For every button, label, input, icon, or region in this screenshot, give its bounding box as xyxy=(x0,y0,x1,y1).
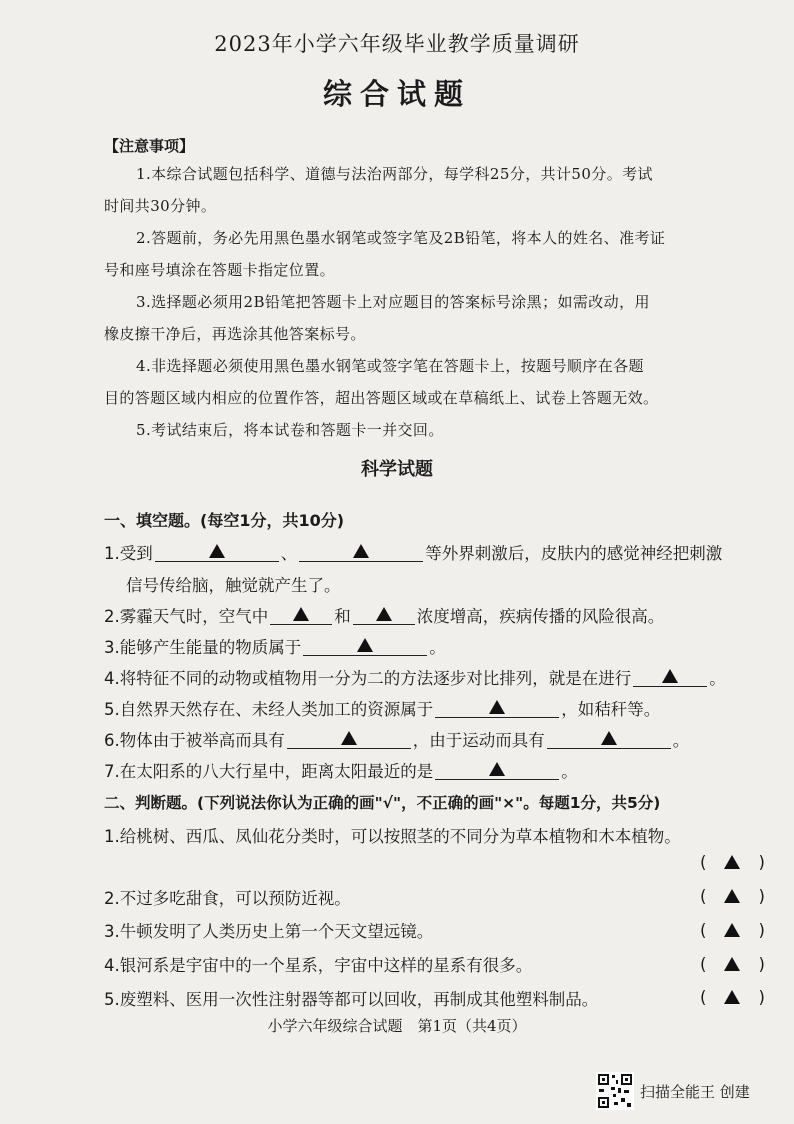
answer-paren[interactable]: ( ) xyxy=(700,853,765,872)
notice-line: 5.考试结束后，将本试卷和答题卡一并交回。 xyxy=(136,421,444,439)
answer-paren[interactable]: ( ) xyxy=(700,955,765,974)
answer-blank[interactable] xyxy=(155,543,279,562)
answer-blank[interactable] xyxy=(435,761,559,780)
triangle-mark-icon xyxy=(489,762,505,776)
notice-line: 橡皮擦干净后，再选涂其他答案标号。 xyxy=(104,325,366,343)
answer-blank[interactable] xyxy=(299,543,423,562)
triangle-mark-icon xyxy=(341,731,357,745)
judge-item-4: 4.银河系是宇宙中的一个星系，宇宙中这样的星系有很多。 xyxy=(104,956,533,975)
fill-blank-heading: 一、填空题。(每空1分，共10分) xyxy=(104,511,345,530)
question-1: 1.受到 、 等外界刺激后，皮肤内的感觉神经把刺激 xyxy=(104,544,723,563)
exam-subtitle: 综合试题 xyxy=(322,77,471,111)
notice-heading: 【注意事项】 xyxy=(104,137,195,155)
question-5: 5.自然界天然存在、未经人类加工的资源属于 ，如秸秆等。 xyxy=(104,700,661,719)
question-1-cont: 信号传给脑，触觉就产生了。 xyxy=(126,576,341,595)
notice-line: 3.选择题必须用2B铅笔把答题卡上对应题目的答案标号涂黑；如需改动，用 xyxy=(136,293,650,311)
triangle-mark-icon xyxy=(724,855,740,869)
question-7: 7.在太阳系的八大行星中，距离太阳最近的是 。 xyxy=(104,762,578,781)
answer-blank[interactable] xyxy=(547,730,671,749)
triangle-mark-icon xyxy=(724,990,740,1004)
judge-item-5: 5.废塑料、医用一次性注射器等都可以回收，再制成其他塑料制品。 xyxy=(104,990,599,1009)
judge-heading: 二、判断题。(下列说法你认为正确的画"√"，不正确的画"×"。每题1分，共5分) xyxy=(104,794,661,812)
answer-blank[interactable] xyxy=(633,668,707,687)
answer-blank[interactable] xyxy=(287,730,411,749)
question-3: 3.能够产生能量的物质属于 。 xyxy=(104,638,446,657)
answer-blank[interactable] xyxy=(303,637,427,656)
judge-item-1: 1.给桃树、西瓜、凤仙花分类时，可以按照茎的不同分为草本植物和木本植物。 xyxy=(104,827,681,846)
triangle-mark-icon xyxy=(724,889,740,903)
judge-item-3: 3.牛顿发明了人类历史上第一个天文望远镜。 xyxy=(104,922,434,941)
exam-title: 2023年小学六年级毕业教学质量调研 xyxy=(214,32,580,56)
answer-blank[interactable] xyxy=(353,606,415,625)
notice-line: 2.答题前，务必先用黑色墨水钢笔或签字笔及2B铅笔，将本人的姓名、准考证 xyxy=(136,229,666,247)
notice-line: 目的答题区域内相应的位置作答，超出答题区域或在草稿纸上、试卷上答题无效。 xyxy=(104,389,659,407)
notice-line: 4.非选择题必须使用黑色墨水钢笔或签字笔在答题卡上，按题号顺序在各题 xyxy=(136,357,644,375)
answer-paren[interactable]: ( ) xyxy=(700,988,765,1007)
triangle-mark-icon xyxy=(293,607,309,621)
question-2: 2.雾霾天气时，空气中 和 浓度增高，疾病传播的风险很高。 xyxy=(104,607,665,626)
triangle-mark-icon xyxy=(209,544,225,558)
triangle-mark-icon xyxy=(724,957,740,971)
notice-line: 1.本综合试题包括科学、道德与法治两部分，每学科25分，共计50分。考试 xyxy=(136,165,653,183)
triangle-mark-icon xyxy=(662,669,678,683)
page-footer: 小学六年级综合试题 第1页（共4页） xyxy=(267,1017,527,1035)
triangle-mark-icon xyxy=(353,544,369,558)
triangle-mark-icon xyxy=(357,638,373,652)
triangle-mark-icon xyxy=(376,607,392,621)
notice-line: 号和座号填涂在答题卡指定位置。 xyxy=(104,261,336,279)
question-6: 6.物体由于被举高而具有 ，由于运动而具有 。 xyxy=(104,731,690,750)
answer-blank[interactable] xyxy=(435,699,559,718)
qr-code-icon xyxy=(596,1072,634,1110)
answer-blank[interactable] xyxy=(270,606,332,625)
notice-line: 时间共30分钟。 xyxy=(104,197,217,215)
answer-paren[interactable]: ( ) xyxy=(700,921,765,940)
triangle-mark-icon xyxy=(601,731,617,745)
question-4: 4.将特征不同的动物或植物用一分为二的方法逐步对比排列，就是在进行 。 xyxy=(104,669,726,688)
answer-paren[interactable]: ( ) xyxy=(700,887,765,906)
science-section-title: 科学试题 xyxy=(361,459,433,480)
judge-item-2: 2.不过多吃甜食，可以预防近视。 xyxy=(104,889,351,908)
triangle-mark-icon xyxy=(489,700,505,714)
scanner-watermark: 扫描全能王 创建 xyxy=(640,1083,750,1101)
triangle-mark-icon xyxy=(724,923,740,937)
